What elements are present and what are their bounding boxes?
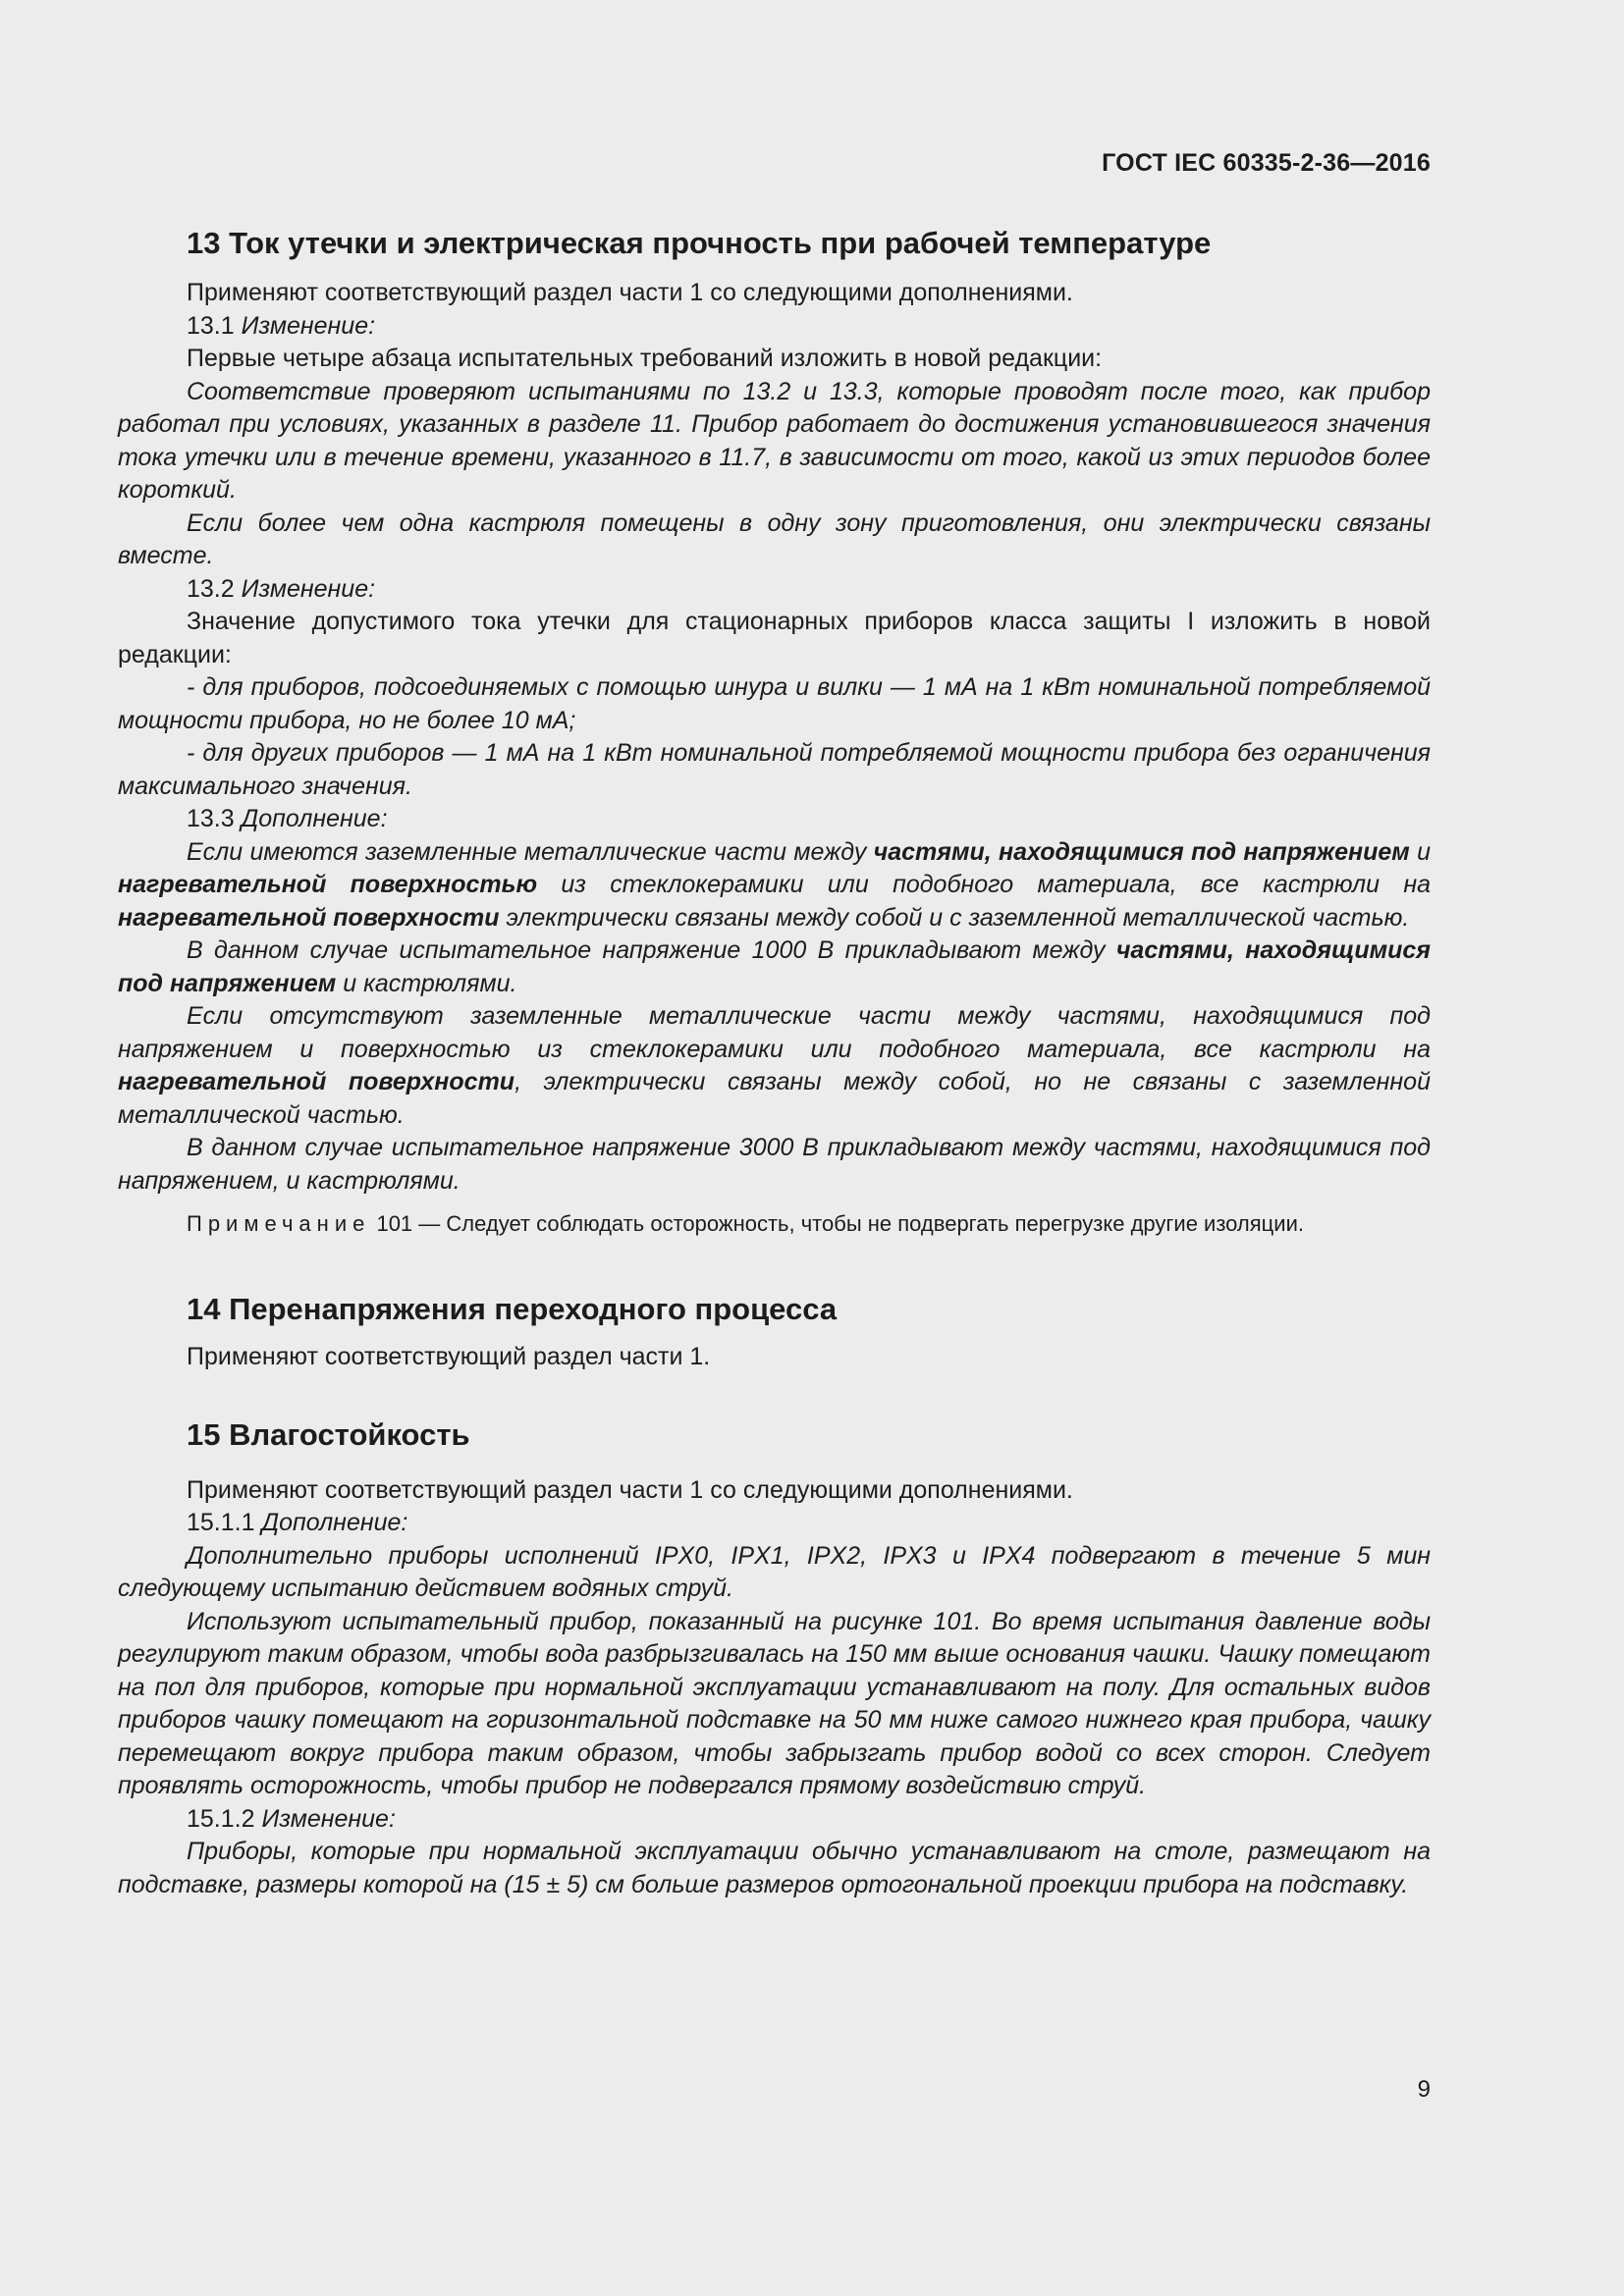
document-body: [118, 222, 1431, 1901]
clause-15-1-1-para-1: Дополнительно приборы исполнений IPX0, IPX1, IPX2, IPX3 и IPX4 подвергают в течение 5 мин следующему испытанию действием водяных струй.: [118, 1541, 1431, 1602]
defined-term: нагревательной поверхности: [118, 1068, 515, 1095]
note-101: [118, 1209, 1431, 1239]
clause-13-1-para-2: Если более чем одна кастрюля помещены в одну зону приготовления, они электрически связаны вместе.: [118, 508, 1431, 569]
clause-number: 13.1: [187, 311, 235, 340]
clause-label: Изменение:: [261, 1804, 396, 1833]
clause-13-3-para-2: [118, 934, 1431, 1000]
clause-15-1-1-heading: [118, 1507, 1431, 1540]
clause-label: Дополнение:: [261, 1509, 408, 1536]
text-run: Если отсутствуют заземленные металлические части между частями, находящимися под напряжением и поверхностью из стеклокерамики или подобного материала, все кастрюли на: [118, 1002, 1431, 1063]
clause-number: 15.1.2: [187, 1804, 255, 1833]
clause-13-1-text: Первые четыре абзаца испытательных требований изложить в новой редакции:: [187, 345, 1103, 372]
section-15-title: 15 Влагостойкость: [187, 1416, 470, 1452]
clause-label: Изменение:: [241, 311, 376, 340]
clause-label: Дополнение:: [241, 805, 388, 832]
text-run: Если имеются заземленные металлические части между: [187, 837, 874, 866]
text-run: , электрически связаны между собой, но не связаны с заземленной металлической частью.: [118, 1068, 1431, 1129]
note-text: 101 — Следует соблюдать осторожность, чтобы не подвергать перегрузке другие изоляции.: [370, 1211, 1304, 1236]
note-label: Примечание: [187, 1211, 371, 1236]
defined-term: частями, находящимися под напряжением: [118, 936, 1431, 997]
defined-term: нагревательной поверхностью: [118, 871, 538, 898]
section-14-text: Применяют соответствующий раздел части 1.: [187, 1343, 711, 1370]
clause-number: 13.3: [187, 805, 235, 832]
clause-15-1-1-para-2: Используют испытательный прибор, показанный на рисунке 101. Во время испытания давление воды регулируют таким образом, чтобы вода разбрызгивалась на 150 мм выше основания чашки. Чашку помещают на пол для приборов, которые при нормальной эксплуатации устанавливают на полу. Для остальных видов приборов чашку помещают на горизонтальной подставке на 50 мм ниже самого нижнего края прибора, чашку перемещают вокруг прибора таким образом, чтобы забрызгать прибор водой со всех сторон. Следует проявлять осторожность, чтобы прибор не подвергался прямому воздействию струй.: [118, 1607, 1431, 1799]
text-run: и: [1409, 837, 1431, 866]
section-15-intro: Применяют соответствующий раздел части 1 со следующими дополнениями.: [187, 1475, 1073, 1504]
clause-13-2-heading: [118, 573, 1431, 607]
page-number: 9: [1417, 2076, 1431, 2103]
section-13-intro: Применяют соответствующий раздел части 1 со следующими дополнениями.: [187, 279, 1073, 306]
clause-13-3-para-3: [118, 1000, 1431, 1132]
defined-term: нагревательной поверхности: [118, 903, 500, 932]
clause-label: Изменение:: [241, 574, 376, 603]
clause-number: 13.2: [187, 574, 235, 603]
clause-13-2-item-1: - для приборов, подсоединяемых с помощью шнура и вилки — 1 мА на 1 кВт номинальной потребляемой мощности прибора, но не более 10 мА;: [118, 673, 1431, 734]
text-run: и кастрюлями.: [336, 969, 517, 997]
clause-13-1-para-1: Соответствие проверяют испытаниями по 13.2 и 13.3, которые проводят после того, как прибор работал при условиях, указанных в разделе 11. Прибор работает до достижения установившегося значения тока утечки или в течение времени, указанного в 11.7, в зависимости от того, какой из этих периодов более короткий.: [118, 377, 1431, 504]
clause-13-2-item-2: - для других приборов — 1 мА на 1 кВт номинальной потребляемой мощности прибора без ограничения максимального значения.: [118, 739, 1431, 800]
document-header: ГОСТ IEC 60335-2-36—2016: [1102, 149, 1431, 177]
text-run: электрически связаны между собой и с заземленной металлической частью.: [499, 903, 1410, 932]
section-13-title: 13 Ток утечки и электрическая прочность при рабочей температуре: [187, 226, 1212, 260]
clause-13-3-para-4: В данном случае испытательное напряжение 3000 В прикладывают между частями, находящимися под напряжением, и кастрюлями.: [118, 1134, 1431, 1195]
clause-15-1-2-heading: [118, 1803, 1431, 1837]
clause-13-3-para-1: [118, 836, 1431, 935]
text-run: из стеклокерамики или подобного материала, все кастрюли на: [537, 871, 1431, 898]
section-14-title: 14 Перенапряжения переходного процесса: [187, 1292, 838, 1326]
text-run: В данном случае испытательное напряжение 1000 В прикладывают между: [187, 936, 1116, 964]
clause-number: 15.1.1: [187, 1509, 255, 1536]
defined-term: частями, находящимися под напряжением: [873, 837, 1410, 866]
clause-15-1-2-para-1: Приборы, которые при нормальной эксплуатации обычно устанавливают на столе, размещают на подставке, размеры которой на (15 ± 5) см больше размеров ортогональной проекции прибора на подставку.: [118, 1838, 1431, 1898]
clause-13-2-text: Значение допустимого тока утечки для стационарных приборов класса защиты I изложить в новой редакции:: [118, 608, 1431, 668]
clause-13-1-heading: [118, 310, 1431, 344]
clause-13-3-heading: [118, 803, 1431, 836]
